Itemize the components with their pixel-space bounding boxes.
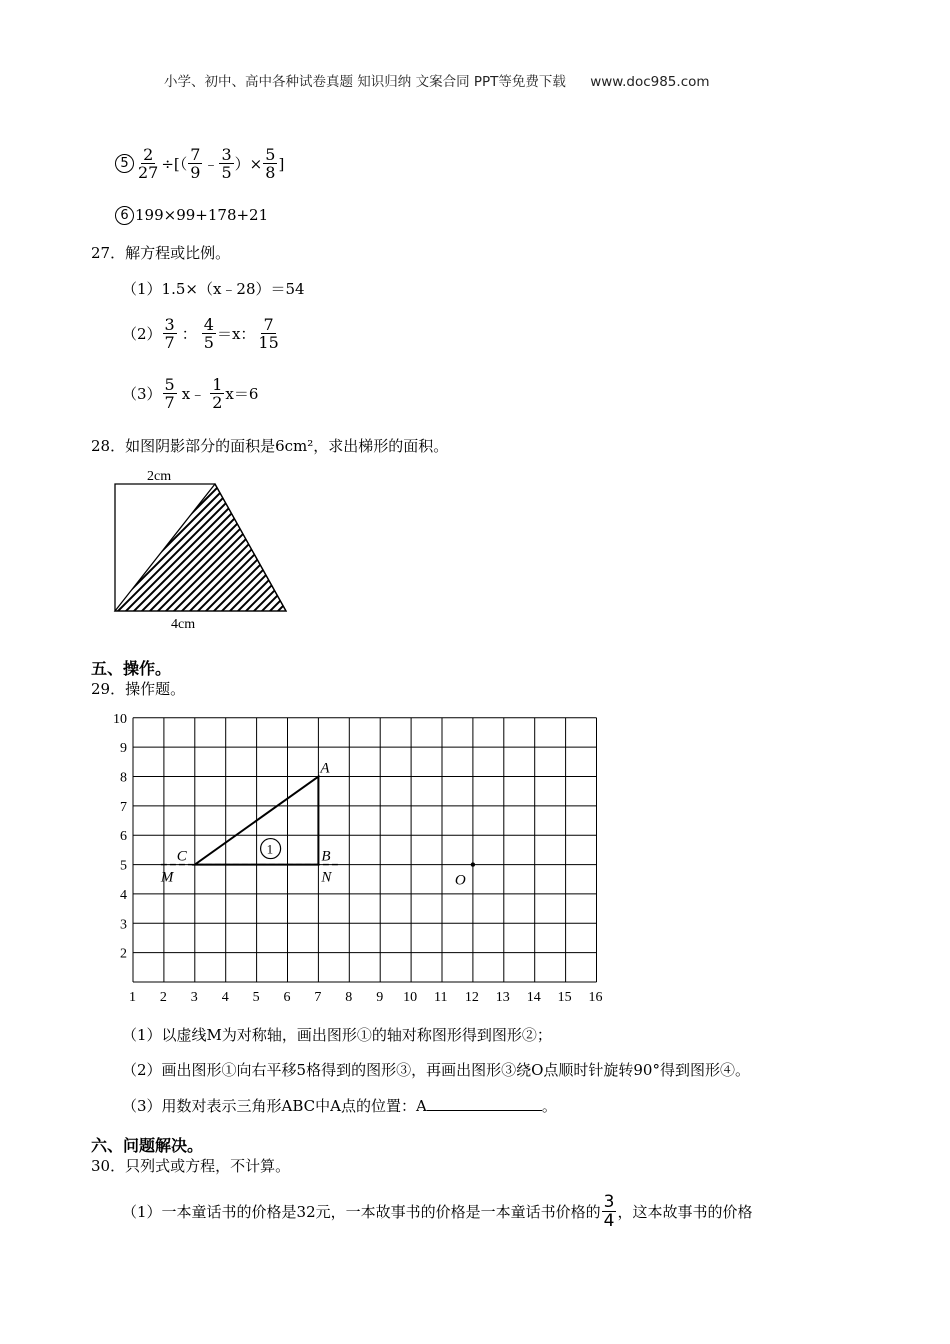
x-axis-label: 16 bbox=[588, 990, 603, 1005]
q29-part2: （2）画出图形①向右平移5格得到的图形③，再画出图形③绕O点顺时针旋转90°得到图形④。 bbox=[122, 1061, 750, 1079]
x-axis-label: 2 bbox=[159, 990, 167, 1005]
question-text: （3）用数对表示三角形ABC中A点的位置：A bbox=[122, 1097, 427, 1115]
expression: 199×99+178+21 bbox=[135, 206, 269, 224]
y-axis-label: 2 bbox=[120, 946, 127, 962]
point-label-o: O bbox=[454, 872, 466, 889]
q30-part1 bbox=[122, 1193, 752, 1230]
y-axis-label: 8 bbox=[120, 770, 127, 786]
x-axis-label: 9 bbox=[376, 990, 384, 1005]
x-axis-label: 10 bbox=[403, 990, 418, 1005]
point-label-b: B bbox=[321, 848, 331, 865]
q27-part3 bbox=[122, 376, 258, 411]
fraction: $\frac{5}{7}$ bbox=[164, 375, 175, 412]
q29-part3 bbox=[122, 1096, 557, 1116]
operator: ﹣ bbox=[203, 154, 219, 173]
fraction: $\frac{7}{15}$ bbox=[258, 315, 279, 352]
x-axis-label: 1 bbox=[129, 990, 136, 1005]
fraction: $\frac{4}{5}$ bbox=[203, 315, 214, 352]
q27-part1: （1）1.5×（x﹣28）＝54 bbox=[122, 280, 305, 298]
question-text-cont: ，这本故事书的价格 bbox=[617, 1202, 753, 1221]
operator: ] bbox=[278, 154, 285, 173]
top-base-label: 2cm bbox=[147, 469, 172, 484]
x-axis-label: 11 bbox=[434, 990, 448, 1005]
q29-part1: （1）以虚线M为对称轴，画出图形①的轴对称图形得到图形②； bbox=[122, 1026, 552, 1044]
x-axis-label: 7 bbox=[314, 990, 322, 1005]
x-axis-label: 4 bbox=[221, 990, 229, 1005]
point-label-a: A bbox=[320, 760, 330, 777]
x-axis-label: 14 bbox=[526, 990, 541, 1005]
point-label-c: C bbox=[176, 848, 187, 865]
y-axis-label: 5 bbox=[120, 858, 127, 874]
x-axis-label: 3 bbox=[190, 990, 198, 1005]
circle-5-marker: 5 bbox=[115, 154, 134, 173]
y-axis-label: 3 bbox=[120, 917, 127, 933]
hatched-shaded-triangle bbox=[105, 462, 305, 632]
question-end: 。 bbox=[541, 1097, 557, 1115]
equation-tail: x＝6 bbox=[225, 384, 259, 403]
axis-label-m: M bbox=[160, 869, 174, 886]
q30-title: 30．只列式或方程，不计算。 bbox=[91, 1157, 291, 1175]
fraction: $\frac{3}{5}$ bbox=[221, 145, 232, 182]
axis-label-n: N bbox=[321, 869, 332, 886]
y-axis-label: 6 bbox=[120, 829, 127, 845]
x-axis-label: 15 bbox=[557, 990, 572, 1005]
x-axis-label: 13 bbox=[495, 990, 510, 1005]
q27-part2 bbox=[122, 316, 282, 351]
equation-middle: x﹣ bbox=[181, 384, 206, 403]
coordinate-grid bbox=[105, 707, 615, 1007]
bottom-base-label: 4cm bbox=[171, 617, 196, 632]
fraction: $\frac{7}{9}$ bbox=[190, 145, 201, 182]
page-header bbox=[164, 70, 710, 90]
fraction: $\frac{3}{4}$ bbox=[603, 1192, 615, 1231]
trapezoid-figure bbox=[105, 462, 305, 632]
y-axis-label: 9 bbox=[120, 741, 127, 757]
ratio-sign: ： bbox=[181, 324, 197, 343]
part-label: （3） bbox=[122, 384, 162, 403]
y-axis-label: 4 bbox=[120, 887, 127, 903]
section-6-title: 六、问题解决。 bbox=[91, 1136, 204, 1155]
q27-title: 27．解方程或比例。 bbox=[91, 244, 231, 262]
operator: ÷[（ bbox=[161, 154, 188, 173]
fraction: $\frac{1}{2}$ bbox=[212, 375, 223, 412]
part-label: （2） bbox=[122, 324, 162, 343]
fraction: $\frac{3}{7}$ bbox=[164, 315, 175, 352]
x-axis-label: 6 bbox=[283, 990, 291, 1005]
q29-title: 29．操作题。 bbox=[91, 680, 186, 698]
y-axis-label: 7 bbox=[120, 799, 127, 815]
q28-title: 28．如图阴影部分的面积是6cm²，求出梯形的面积。 bbox=[91, 437, 449, 455]
fraction: $\frac{2}{27}$ bbox=[138, 145, 159, 182]
circle-6-marker: 6 bbox=[115, 206, 134, 225]
equation-middle: ＝x： bbox=[216, 324, 256, 343]
shape-1-label: 1 bbox=[266, 841, 274, 857]
answer-blank[interactable] bbox=[427, 1096, 542, 1111]
x-axis-label: 8 bbox=[345, 990, 353, 1005]
question-text: （1）一本童话书的价格是32元，一本故事书的价格是一本童话书价格的 bbox=[122, 1202, 601, 1221]
y-axis-label: 10 bbox=[113, 711, 127, 727]
x-axis-label: 12 bbox=[464, 990, 479, 1005]
point-o-dot bbox=[471, 862, 475, 866]
header-url: www.doc985.com bbox=[590, 74, 710, 90]
x-axis-label: 5 bbox=[252, 990, 260, 1005]
fraction: $\frac{5}{8}$ bbox=[265, 145, 276, 182]
header-title: 小学、初中、高中各种试卷真题 知识归纳 文案合同 PPT等免费下载 bbox=[164, 74, 566, 90]
section-5-title: 五、操作。 bbox=[91, 659, 172, 678]
operator: ）× bbox=[234, 154, 263, 173]
q26-item6 bbox=[115, 205, 268, 225]
q26-item5 bbox=[115, 146, 284, 181]
